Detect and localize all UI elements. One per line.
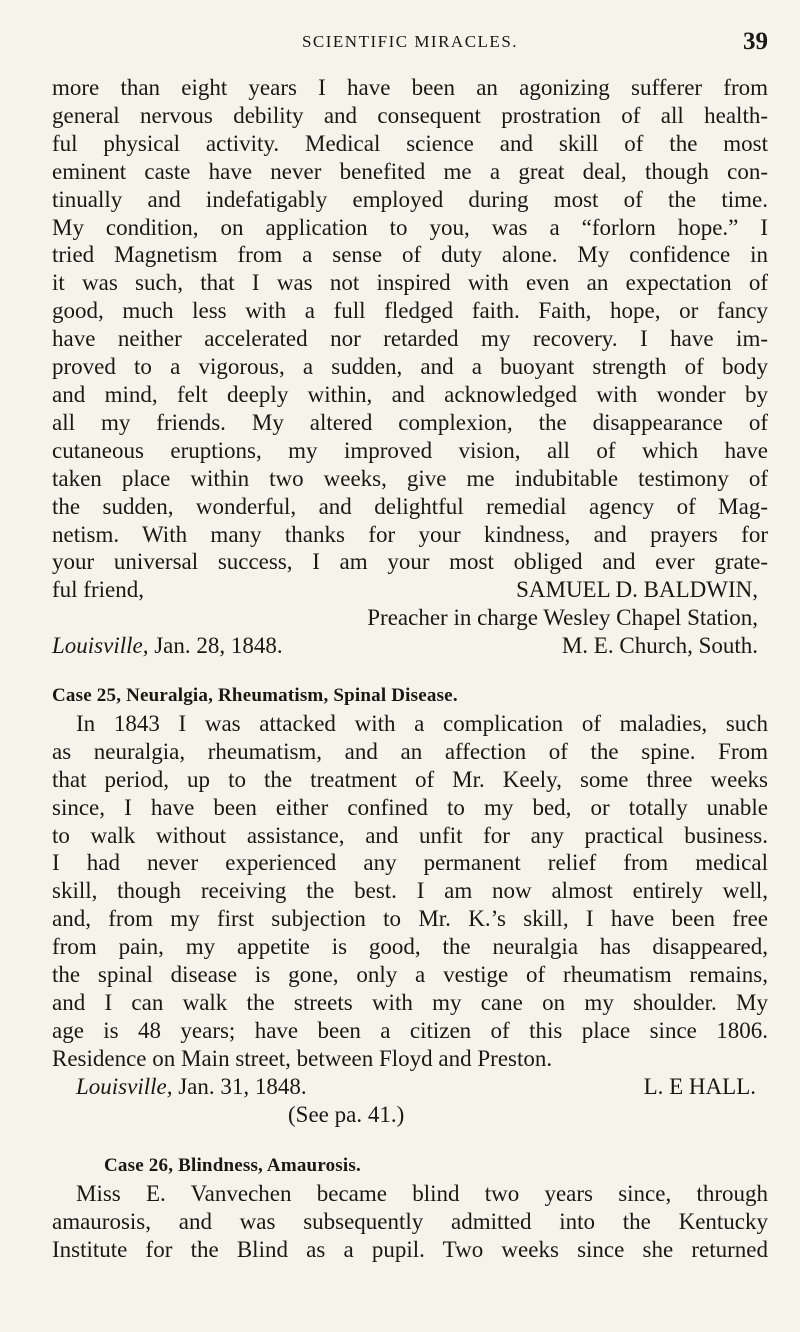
text-line: it was such, that I was not inspired with even an expectation of	[52, 270, 768, 296]
page-reference: (See pa. 41.)	[288, 1101, 405, 1127]
text-line: Institute for the Blind as a pupil. Two weeks since she returned	[52, 1237, 768, 1263]
date-text: Jan. 31, 1848.	[178, 1073, 307, 1099]
text-line: the spinal disease is gone, only a vestige of rheumatism remains,	[52, 962, 768, 988]
page-number: 39	[743, 28, 768, 55]
running-head	[52, 28, 768, 60]
case-heading: Case 26, Blindness, Amaurosis.	[104, 1155, 361, 1177]
text-line: general nervous debility and consequent prostration of all health-	[52, 102, 768, 128]
text-line: eminent caste have never benefited me a great deal, though con-	[52, 158, 768, 184]
text-line: Miss E. Vanvechen became blind two years since, through	[76, 1181, 768, 1207]
text-line: and mind, felt deeply within, and acknowledged with wonder by	[52, 381, 768, 407]
text-line: have neither accelerated nor retarded my recovery. I have im-	[52, 326, 768, 352]
text-line: cutaneous eruptions, my improved vision, all of which have	[52, 437, 768, 463]
signature-role: Preacher in charge Wesley Chapel Station,	[367, 605, 758, 631]
text-line: that period, up to the treatment of Mr. Keely, some three weeks	[52, 766, 768, 792]
date-text: Jan. 28, 1848.	[154, 633, 283, 659]
text-line: all my friends. My altered complexion, the disappearance of	[52, 409, 768, 435]
church-name: M. E. Church, South.	[561, 633, 758, 659]
text-line: I had never experienced any permanent relief from medical	[52, 850, 768, 876]
signature-line	[52, 576, 768, 604]
body-text	[52, 74, 768, 1264]
text-line: as neuralgia, rheumatism, and an affection of the spine. From	[52, 738, 768, 764]
text-line: taken place within two weeks, give me indubitable testimony of	[52, 465, 768, 491]
case-26	[52, 1152, 768, 1264]
case-25	[52, 682, 768, 1128]
text-line: My condition, on application to you, was a “forlorn hope.” I	[52, 214, 768, 240]
signature-name: SAMUEL D. BALDWIN,	[516, 577, 758, 603]
text-line: tried Magnetism from a sense of duty alone. My confidence in	[52, 242, 768, 268]
dateline	[52, 632, 768, 660]
text-line: amaurosis, and was subsequently admitted into the Kentucky	[52, 1209, 768, 1235]
text-line: age is 48 years; have been a citizen of this place since 1806.	[52, 1017, 768, 1043]
text-line: proved to a vigorous, a sudden, and a buoyant strength of body	[52, 354, 768, 380]
text-line: Residence on Main street, between Floyd and Preston.	[52, 1045, 553, 1071]
text-line: netism. With many thanks for your kindness, and prayers for	[52, 521, 768, 547]
text-line: tinually and indefatigably employed during most of the time.	[52, 186, 768, 212]
letter-baldwin	[52, 74, 768, 660]
text-line: In 1843 I was attacked with a complication of maladies, such	[76, 710, 768, 736]
text-line: skill, though receiving the best. I am now almost entirely well,	[52, 878, 768, 904]
text-line: and, from my first subjection to Mr. K.’s skill, I have been free	[52, 906, 768, 932]
place-name: Louisville,	[52, 633, 149, 659]
text-line: the sudden, wonderful, and delightful remedial agency of Mag-	[52, 493, 768, 519]
text-line: more than eight years I have been an agonizing sufferer from	[52, 75, 768, 100]
text-line: to walk without assistance, and unfit for any practical business.	[52, 822, 768, 848]
role-line	[52, 604, 768, 632]
text-line: and I can walk the streets with my cane on my shoulder. My	[52, 989, 768, 1015]
text-line: good, much less with a full fledged faith. Faith, hope, or fancy	[52, 298, 768, 324]
closing-text: ful friend,	[52, 577, 144, 603]
text-line: ful physical activity. Medical science and skill of the most	[52, 130, 768, 156]
text-line: your universal success, I am your most obliged and ever grate-	[52, 549, 768, 575]
running-title: SCIENTIFIC MIRACLES.	[301, 32, 519, 51]
text-line: since, I have been either confined to my bed, or totally unable	[52, 794, 768, 820]
signature-name: L. E HALL.	[643, 1073, 756, 1099]
place-name: Louisville,	[76, 1073, 173, 1099]
dateline	[52, 1073, 768, 1101]
case-heading: Case 25, Neuralgia, Rheumatism, Spinal Disease.	[52, 684, 458, 706]
text-line: from pain, my appetite is good, the neuralgia has disappeared,	[52, 934, 768, 960]
